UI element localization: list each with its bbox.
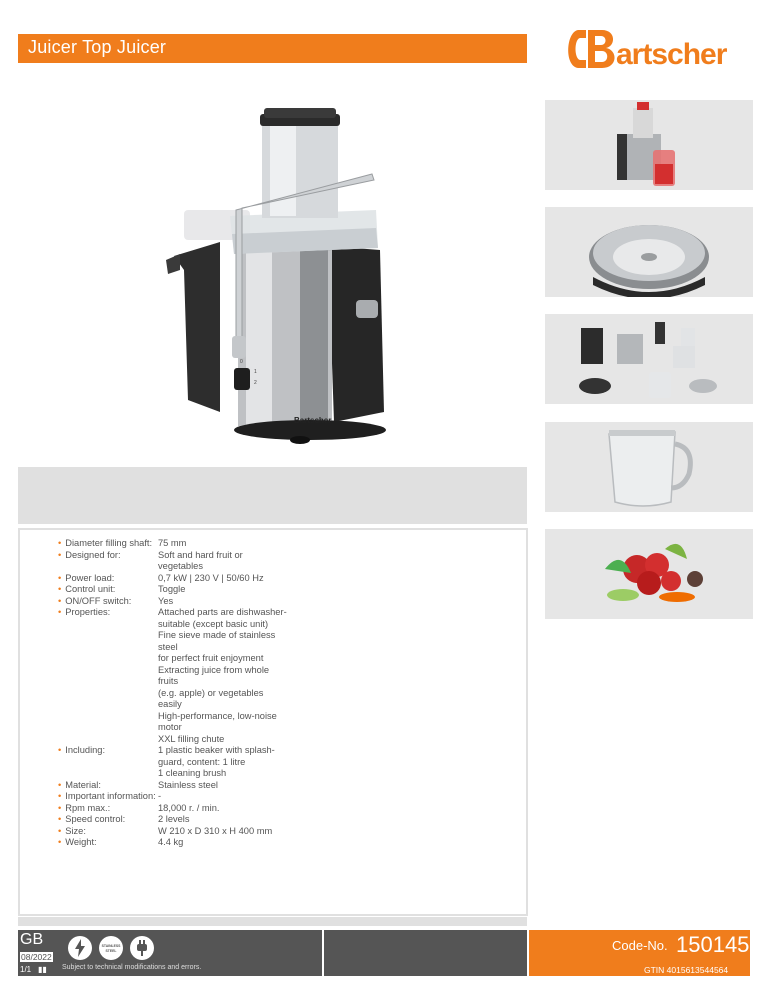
switch-label-2: 2 bbox=[254, 380, 257, 386]
stainless-steel-icon bbox=[99, 936, 123, 960]
spec-box bbox=[18, 528, 528, 916]
product-brand-mark: Bartscher bbox=[294, 416, 332, 425]
spec-row bbox=[58, 780, 288, 792]
spec-row bbox=[58, 584, 288, 596]
divider-strip bbox=[18, 917, 527, 926]
description-box bbox=[18, 467, 527, 524]
spec-value-line: - bbox=[158, 791, 162, 801]
spec-label: • Size: bbox=[58, 826, 158, 838]
sieve-thumb[interactable] bbox=[545, 207, 753, 297]
spec-value-line: (e.g. apple) or vegetables easily bbox=[158, 687, 264, 709]
spec-label: • Speed control: bbox=[58, 814, 158, 826]
spec-value-line: Soft and hard fruit or vegetables bbox=[158, 549, 243, 571]
power-icon bbox=[68, 936, 92, 960]
page-title: Juicer Top Juicer bbox=[28, 37, 167, 57]
spec-label: • ON/OFF switch: bbox=[58, 596, 158, 608]
spec-value bbox=[158, 550, 288, 573]
spec-value-line: Yes bbox=[158, 595, 174, 606]
bartscher-logo bbox=[562, 26, 742, 72]
spec-value bbox=[158, 837, 288, 849]
footer-middle bbox=[324, 930, 527, 976]
spec-row bbox=[58, 745, 288, 780]
language-code: GB bbox=[20, 931, 44, 948]
spec-value-line: 0,7 kW | 230 V | 50/60 Hz bbox=[158, 572, 264, 583]
spec-value bbox=[158, 538, 288, 550]
svg-text:artscher: artscher bbox=[616, 38, 727, 71]
spec-value bbox=[158, 803, 288, 815]
spec-value-line: suitable (except basic unit) bbox=[158, 618, 269, 629]
vegetables-thumb[interactable] bbox=[545, 529, 753, 619]
spec-label: • Control unit: bbox=[58, 584, 158, 596]
spec-value bbox=[158, 814, 288, 826]
spec-row bbox=[58, 538, 288, 550]
spec-label: • Rpm max.: bbox=[58, 803, 158, 815]
code-label: Code-No. bbox=[612, 938, 668, 953]
spec-row bbox=[58, 607, 288, 745]
spec-value-line: 18,000 r. / min. bbox=[158, 802, 220, 813]
spec-label: • Weight: bbox=[58, 837, 158, 849]
spec-table bbox=[58, 538, 288, 849]
title-bar bbox=[18, 34, 527, 63]
main-product-image bbox=[160, 100, 400, 450]
spec-value-line: 4.4 kg bbox=[158, 837, 184, 847]
document-date: 08/2022 bbox=[21, 952, 52, 962]
spec-value-line: W 210 x D 310 x H 400 mm bbox=[158, 825, 273, 836]
juicer-in-use-thumb[interactable] bbox=[545, 100, 753, 190]
plug-icon bbox=[130, 936, 154, 960]
page-number: 1/1 bbox=[20, 965, 32, 974]
code-number: 150145 bbox=[676, 932, 750, 957]
language-box bbox=[18, 930, 54, 976]
spec-value-line: High-performance, low-noise bbox=[158, 710, 277, 721]
spec-value-line: Attached parts are dishwasher- bbox=[158, 607, 287, 617]
spec-label: • Designed for: bbox=[58, 550, 158, 573]
spec-value-line: 1 cleaning brush bbox=[158, 768, 227, 778]
spec-label: • Properties: bbox=[58, 607, 158, 745]
spec-label: • Important information: bbox=[58, 791, 158, 803]
svg-text:STEEL: STEEL bbox=[105, 949, 117, 953]
spec-label: • Including: bbox=[58, 745, 158, 780]
spec-value bbox=[158, 607, 288, 745]
book-icon: ▮▮ bbox=[38, 965, 47, 974]
switch-label-1: 1 bbox=[254, 369, 257, 375]
spec-value-line: Stainless steel bbox=[158, 779, 218, 790]
spec-value bbox=[158, 584, 288, 596]
spec-row bbox=[58, 573, 288, 585]
spec-row bbox=[58, 814, 288, 826]
parts-thumb[interactable] bbox=[545, 314, 753, 404]
spec-value-line: for perfect fruit enjoyment bbox=[158, 653, 264, 663]
disclaimer: Subject to technical modifications and errors. bbox=[62, 964, 202, 971]
spec-value bbox=[158, 596, 288, 608]
feature-icons bbox=[68, 936, 158, 962]
spec-value bbox=[158, 826, 288, 838]
spec-value-line: 1 plastic beaker with splash- bbox=[158, 745, 275, 755]
beaker-thumb[interactable] bbox=[545, 422, 753, 512]
spec-row bbox=[58, 791, 288, 803]
spec-value bbox=[158, 573, 288, 585]
spec-value-line: Extracting juice from whole fruits bbox=[158, 664, 270, 686]
spec-value bbox=[158, 780, 288, 792]
spec-value-line: Fine sieve made of stainless steel bbox=[158, 630, 276, 652]
spec-value-line: motor bbox=[158, 722, 182, 732]
spec-row bbox=[58, 803, 288, 815]
spec-label: • Material: bbox=[58, 780, 158, 792]
spec-value-line: 2 levels bbox=[158, 814, 190, 824]
svg-text:STAINLESS: STAINLESS bbox=[101, 944, 121, 948]
spec-row bbox=[58, 596, 288, 608]
spec-value-line: guard, content: 1 litre bbox=[158, 756, 246, 767]
spec-row bbox=[58, 550, 288, 573]
switch-label-0: 0 bbox=[240, 359, 243, 365]
spec-value-line: 75 mm bbox=[158, 538, 187, 548]
spec-value-line: XXL filling chute bbox=[158, 733, 225, 744]
spec-label: • Diameter filling shaft: bbox=[58, 538, 158, 550]
gtin: GTIN 4015613544564 bbox=[644, 965, 729, 975]
spec-value bbox=[158, 791, 288, 803]
spec-value bbox=[158, 745, 288, 780]
spec-row bbox=[58, 837, 288, 849]
spec-label: • Power load: bbox=[58, 573, 158, 585]
spec-row bbox=[58, 826, 288, 838]
spec-value-line: Toggle bbox=[158, 584, 186, 594]
